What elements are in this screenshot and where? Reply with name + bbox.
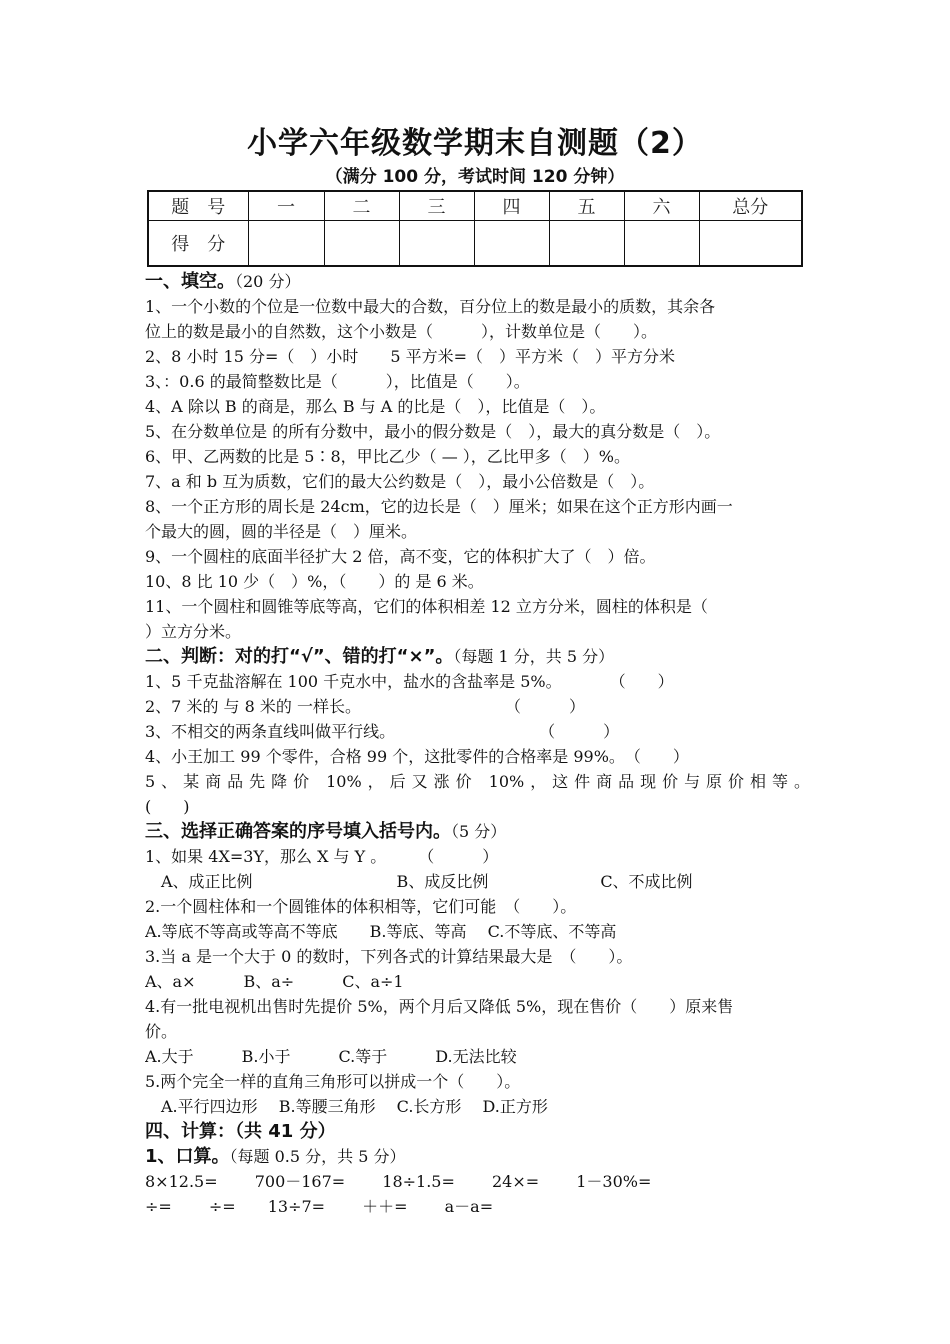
section-title: 四、计算：（共 41 分） — [145, 1121, 336, 1142]
score-table — [147, 190, 803, 267]
question-line: 4、小王加工 99 个零件，合格 99 个，这批零件的合格率是 99%。 （ ） — [145, 747, 689, 766]
question-line: 2.一个圆柱体和一个圆锥体的体积相等，它们可能 （ ）。 — [145, 897, 577, 916]
calc-line: ÷= ÷= 13÷7= ＋＋= a－a= — [145, 1197, 494, 1216]
question-line: 11、一个圆柱和圆锥等底等高，它们的体积相差 12 立方分米，圆柱的体积是（ — [145, 597, 708, 616]
subsection-heading-mental-math — [145, 1144, 810, 1169]
question-line: 位上的数是最小的自然数，这个小数是（ ），计数单位是（ ）。 — [145, 322, 658, 341]
section-points: （20 分） — [235, 272, 301, 291]
score-header-cell: 二 — [324, 191, 399, 221]
question-line: 1、如果 4X=3Y，那么 X 与 Y 。 （ ） — [145, 847, 499, 866]
score-header-cell: 五 — [549, 191, 624, 221]
question-line: 5.两个完全一样的直角三角形可以拼成一个（ ）。 — [145, 1072, 521, 1091]
section-heading-fill-in — [145, 269, 810, 294]
options-line: A.平行四边形 B.等腰三角形 C.长方形 D.正方形 — [145, 1097, 548, 1116]
calc-line: 8×12.5= 700－167= 18÷1.5= 24×= 1－30%= — [145, 1172, 652, 1191]
score-input-cell[interactable] — [699, 221, 802, 267]
section-points: （5 分） — [451, 822, 507, 841]
section-title: 一、填空。 — [145, 271, 235, 292]
score-input-cell[interactable] — [248, 221, 324, 267]
score-row-label: 得 分 — [148, 221, 248, 267]
question-line: 7、a 和 b 互为质数，它们的最大公约数是（ ），最小公倍数是（ ）。 — [145, 472, 655, 491]
score-header-cell: 三 — [399, 191, 474, 221]
section-points: （每题 1 分，共 5 分） — [453, 647, 615, 666]
score-table-score-row — [148, 221, 802, 267]
score-input-cell[interactable] — [549, 221, 624, 267]
question-line: 10、8 比 10 少（ ）%，（ ）的 是 6 米。 — [145, 572, 484, 591]
question-line: 价。 — [145, 1022, 178, 1041]
question-line: 9、一个圆柱的底面半径扩大 2 倍，高不变，它的体积扩大了（ ）倍。 — [145, 547, 656, 566]
page-subtitle: （满分 100 分，考试时间 120 分钟） — [325, 167, 625, 187]
score-header-cell: 总分 — [699, 191, 802, 221]
question-line: ）立方分米。 — [145, 622, 242, 641]
score-input-cell[interactable] — [324, 221, 399, 267]
options-line: A、成正比例 B、成反比例 C、不成比例 — [145, 872, 693, 891]
score-header-cell: 六 — [624, 191, 699, 221]
score-header-cell: 题 号 — [148, 191, 248, 221]
question-line: 3、不相交的两条直线叫做平行线。 （ ） — [145, 722, 620, 741]
score-input-cell[interactable] — [474, 221, 549, 267]
score-input-cell[interactable] — [399, 221, 474, 267]
options-line: A.等底不等高或等高不等底 B.等底、等高 C.不等底、不等高 — [145, 922, 617, 941]
section-title: 1、口算。 — [145, 1146, 230, 1167]
question-line: 4、A 除以 B 的商是，那么 B 与 A 的比是（ ），比值是（ ）。 — [145, 397, 606, 416]
question-line: 1、5 千克盐溶解在 100 千克水中，盐水的含盐率是 5%。 （ ） — [145, 672, 674, 691]
question-line: 3.当 a 是一个大于 0 的数时，下列各式的计算结果最大是 （ ）。 — [145, 947, 633, 966]
question-line: 1、一个小数的个位是一位数中最大的合数，百分位上的数是最小的质数，其余各 — [145, 297, 716, 316]
section-heading-multiple-choice — [145, 819, 810, 844]
score-input-cell[interactable] — [624, 221, 699, 267]
section-heading-calculation — [145, 1119, 810, 1144]
options-line: A.大于 B.小于 C.等于 D.无法比较 — [145, 1047, 517, 1066]
question-line: 6、甲、乙两数的比是 5∶8，甲比乙少（ — ），乙比甲多（ ）%。 — [145, 447, 631, 466]
section-title: 三、选择正确答案的序号填入括号内。 — [145, 821, 451, 842]
question-line: 5、在分数单位是 的所有分数中，最小的假分数是（ ），最大的真分数是（ ）。 — [145, 422, 721, 441]
question-line: 个最大的圆，圆的半径是（ ）厘米。 — [145, 522, 418, 541]
question-line: 4.有一批电视机出售时先提价 5%，两个月后又降低 5%，现在售价（ ）原来售 — [145, 997, 734, 1016]
question-line: 8、一个正方形的周长是 24cm，它的边长是（ ）厘米；如果在这个正方形内画一 — [145, 497, 733, 516]
question-line: 2、8 小时 15 分=（ ）小时 5 平方米=（ ）平方米（ ）平方分米 — [145, 347, 676, 366]
score-table-header-row — [148, 191, 802, 221]
question-line: 3、：0.6 的最简整数比是（ ），比值是（ ）。 — [145, 372, 530, 391]
question-line: 5、某商品先降价 10%，后又涨价 10%，这件商品现价与原价相等。 — [145, 772, 810, 791]
options-line: A、a× B、a÷ C、a÷1 — [145, 972, 404, 991]
exam-content — [145, 269, 810, 1219]
page-title: 小学六年级数学期末自测题（2） — [247, 126, 703, 161]
question-line: ( ) — [145, 797, 190, 816]
section-title: 二、判断：对的打“√”、错的打“×”。 — [145, 646, 454, 667]
section-points: （每题 0.5 分，共 5 分） — [229, 1147, 406, 1166]
score-header-cell: 一 — [248, 191, 324, 221]
section-heading-true-false — [145, 644, 810, 669]
question-line: 2、7 米的 与 8 米的 一样长。 （ ） — [145, 697, 585, 716]
score-header-cell: 四 — [474, 191, 549, 221]
